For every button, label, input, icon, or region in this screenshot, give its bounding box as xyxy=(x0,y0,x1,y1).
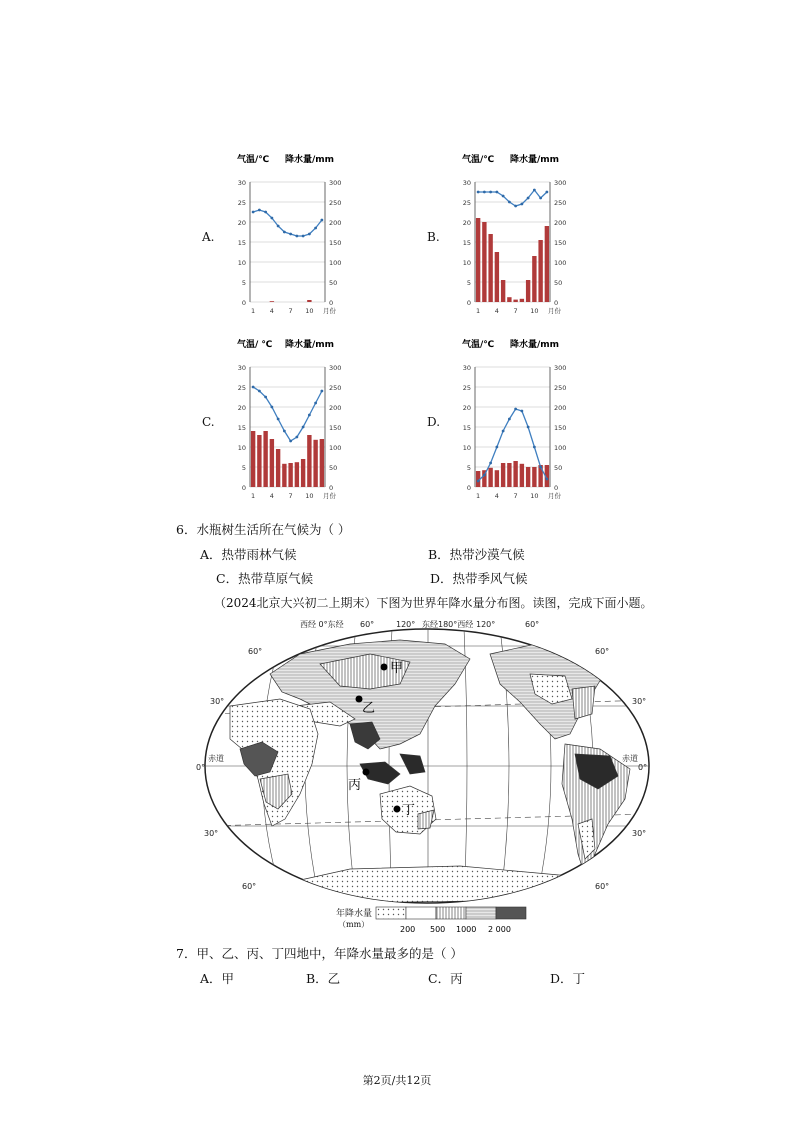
precip-bar xyxy=(538,240,542,302)
precip-bar xyxy=(495,470,499,487)
equator-label-left: 赤道 xyxy=(208,754,224,763)
precip-bar xyxy=(545,226,549,302)
temperature-point xyxy=(277,225,280,228)
right-tick-label: 50 xyxy=(554,279,563,287)
right-tick-label: 150 xyxy=(329,239,342,247)
left-tick-label: 15 xyxy=(462,424,471,432)
q7-option-b[interactable]: B．乙 xyxy=(306,971,341,986)
right-axis-title: 降水量/mm xyxy=(285,155,335,165)
left-tick-label: 30 xyxy=(462,364,471,372)
lon-label-60e: 60° xyxy=(360,620,375,629)
temperature-point xyxy=(477,480,480,483)
temperature-point xyxy=(527,426,530,429)
temperature-point xyxy=(289,233,292,236)
x-tick-label: 10 xyxy=(530,307,539,315)
temperature-point xyxy=(295,235,298,238)
x-tick-label: 4 xyxy=(494,492,499,500)
left-tick-label: 15 xyxy=(237,424,246,432)
precip-bar xyxy=(263,431,267,487)
temperature-line xyxy=(478,190,547,206)
left-tick-label: 15 xyxy=(462,239,471,247)
right-tick-label: 50 xyxy=(329,279,338,287)
right-tick-label: 200 xyxy=(329,404,342,412)
temperature-point xyxy=(489,191,492,194)
x-tick-label: 4 xyxy=(269,307,274,315)
temperature-point xyxy=(295,436,298,439)
temperature-point xyxy=(545,478,548,481)
section-intro: （2024北京大兴初二上期末）下图为世界年降水量分布图。读图，完成下面小题。 xyxy=(214,596,653,610)
temperature-point xyxy=(495,191,498,194)
temperature-point xyxy=(302,426,305,429)
lat-label-60s-left: 60° xyxy=(242,882,257,891)
precip-bar xyxy=(276,449,280,487)
precip-bar xyxy=(313,440,317,487)
precip-bar xyxy=(295,462,299,487)
right-tick-label: 150 xyxy=(554,239,567,247)
climate-chart-b xyxy=(450,148,625,328)
right-tick-label: 0 xyxy=(329,484,334,492)
right-tick-label: 100 xyxy=(554,259,567,267)
temperature-point xyxy=(539,466,542,469)
point-ding-label: 丁 xyxy=(402,803,416,818)
left-axis-title: 气温/ ℃ xyxy=(237,340,273,350)
temperature-point xyxy=(533,189,536,192)
right-tick-label: 100 xyxy=(554,444,567,452)
left-tick-label: 25 xyxy=(462,199,471,207)
right-axis-title: 降水量/mm xyxy=(510,340,560,350)
temperature-point xyxy=(489,462,492,465)
right-tick-label: 250 xyxy=(554,199,567,207)
climate-chart-d xyxy=(450,333,625,513)
q7-option-c[interactable]: C．丙 xyxy=(428,971,463,986)
world-precipitation-map xyxy=(196,614,655,924)
temperature-point xyxy=(477,191,480,194)
precip-bar xyxy=(507,463,511,487)
temperature-point xyxy=(270,217,273,220)
right-tick-label: 250 xyxy=(329,199,342,207)
x-tick-label: 1 xyxy=(476,492,481,500)
legend-title: 年降水量 xyxy=(336,909,373,919)
precip-bar xyxy=(270,301,274,302)
lat-label-60n-left: 60° xyxy=(248,647,263,656)
left-tick-label: 25 xyxy=(237,199,246,207)
x-unit-label: 月份 xyxy=(548,307,561,315)
right-tick-label: 200 xyxy=(554,219,567,227)
left-tick-label: 30 xyxy=(462,179,471,187)
right-tick-label: 200 xyxy=(554,404,567,412)
legend-unit: （mm） xyxy=(338,920,370,929)
left-tick-label: 5 xyxy=(466,464,471,472)
right-tick-label: 50 xyxy=(329,464,338,472)
temperature-line xyxy=(253,387,322,441)
right-tick-label: 150 xyxy=(554,424,567,432)
left-tick-label: 15 xyxy=(237,239,246,247)
right-tick-label: 50 xyxy=(554,464,563,472)
left-tick-label: 10 xyxy=(237,259,246,267)
precip-bar xyxy=(501,280,505,302)
right-tick-label: 300 xyxy=(329,364,342,372)
left-tick-label: 0 xyxy=(466,484,471,492)
left-tick-label: 0 xyxy=(466,299,471,307)
temperature-point xyxy=(308,414,311,417)
x-tick-label: 7 xyxy=(513,492,518,500)
temperature-point xyxy=(514,205,517,208)
x-tick-label: 4 xyxy=(269,492,274,500)
precip-bar xyxy=(520,299,524,302)
temperature-point xyxy=(520,410,523,413)
legend-tick-1000: 1000 xyxy=(456,925,477,934)
x-tick-label: 1 xyxy=(476,307,481,315)
temperature-point xyxy=(520,203,523,206)
point-jia-label: 甲 xyxy=(390,661,404,676)
x-tick-label: 4 xyxy=(494,307,499,315)
lon-label-0: 西经 0°东经 xyxy=(300,620,344,629)
q6-option-c[interactable]: C．热带草原气候 xyxy=(216,571,314,586)
temperature-point xyxy=(283,430,286,433)
left-tick-label: 10 xyxy=(237,444,246,452)
temperature-point xyxy=(252,386,255,389)
precip-bar xyxy=(513,300,517,302)
x-unit-label: 月份 xyxy=(323,492,336,500)
right-tick-label: 150 xyxy=(329,424,342,432)
temperature-line xyxy=(253,210,322,236)
precip-bar xyxy=(251,431,255,487)
left-tick-label: 0 xyxy=(241,299,246,307)
lon-label-180: 东经180°西经 xyxy=(422,620,474,629)
precip-bar xyxy=(482,222,486,302)
precip-bar xyxy=(270,439,274,487)
temperature-point xyxy=(289,440,292,443)
lat-label-30s-right: 30° xyxy=(632,829,647,838)
precip-bar xyxy=(282,464,286,487)
x-unit-label: 月份 xyxy=(548,492,561,500)
temperature-point xyxy=(502,195,505,198)
precip-bar xyxy=(526,467,530,487)
temperature-point xyxy=(508,201,511,204)
precip-bar xyxy=(307,435,311,487)
legend-swatch-1000-2000 xyxy=(466,907,496,919)
legend-swatch-500-1000 xyxy=(436,907,466,919)
legend-swatch-lt200 xyxy=(376,907,406,919)
precip-bar xyxy=(513,461,517,487)
left-tick-label: 10 xyxy=(462,259,471,267)
temperature-point xyxy=(258,390,261,393)
lat-label-60n-right: 60° xyxy=(595,647,610,656)
point-bing-label: 丙 xyxy=(348,778,362,793)
temperature-point xyxy=(264,211,267,214)
precip-bar xyxy=(532,256,536,302)
left-tick-label: 20 xyxy=(237,404,246,412)
page-footer: 第2页/共12页 xyxy=(362,1074,432,1087)
point-jia-marker xyxy=(381,664,388,671)
temperature-point xyxy=(314,227,317,230)
temperature-point xyxy=(258,209,261,212)
x-tick-label: 10 xyxy=(305,492,314,500)
right-axis-title: 降水量/mm xyxy=(510,155,560,165)
temperature-point xyxy=(302,235,305,238)
climate-chart-a xyxy=(225,148,400,328)
temperature-point xyxy=(483,191,486,194)
left-tick-label: 20 xyxy=(462,404,471,412)
left-tick-label: 20 xyxy=(237,219,246,227)
right-tick-label: 100 xyxy=(329,444,342,452)
temperature-point xyxy=(270,406,273,409)
precip-bar xyxy=(507,297,511,302)
precip-bar xyxy=(476,218,480,302)
chart-d-label: D. xyxy=(427,415,441,429)
precip-bar xyxy=(520,464,524,487)
left-tick-label: 0 xyxy=(241,484,246,492)
left-tick-label: 5 xyxy=(241,279,246,287)
left-axis-title: 气温/℃ xyxy=(462,155,495,165)
x-tick-label: 10 xyxy=(530,492,539,500)
left-tick-label: 5 xyxy=(466,279,471,287)
precip-bar xyxy=(488,468,492,487)
precip-bar xyxy=(526,280,530,302)
left-axis-title: 气温/℃ xyxy=(462,340,495,350)
temperature-point xyxy=(283,231,286,234)
lat-label-30n-right: 30° xyxy=(632,697,647,706)
equator-label-right: 赤道 xyxy=(622,754,638,763)
temperature-point xyxy=(277,418,280,421)
left-tick-label: 30 xyxy=(237,364,246,372)
point-yi-label: 乙 xyxy=(362,701,376,716)
left-tick-label: 25 xyxy=(462,384,471,392)
temperature-point xyxy=(320,390,323,393)
right-tick-label: 300 xyxy=(329,179,342,187)
precip-bar xyxy=(301,459,305,487)
lat-label-60s-right: 60° xyxy=(595,882,610,891)
temperature-point xyxy=(495,446,498,449)
legend-tick-500: 500 xyxy=(430,925,446,934)
chart-b-label: B. xyxy=(427,230,440,244)
right-tick-label: 300 xyxy=(554,179,567,187)
x-tick-label: 10 xyxy=(305,307,314,315)
temperature-point xyxy=(539,197,542,200)
right-tick-label: 0 xyxy=(554,299,559,307)
right-axis-title: 降水量/mm xyxy=(285,340,335,350)
left-tick-label: 25 xyxy=(237,384,246,392)
temperature-point xyxy=(533,446,536,449)
temperature-point xyxy=(514,408,517,411)
right-tick-label: 300 xyxy=(554,364,567,372)
precip-bar xyxy=(307,300,311,302)
x-tick-label: 1 xyxy=(251,492,256,500)
q6-option-a[interactable]: A．热带雨林气候 xyxy=(200,547,297,562)
right-tick-label: 250 xyxy=(329,384,342,392)
lon-label-120e: 120° xyxy=(396,620,416,629)
right-tick-label: 200 xyxy=(329,219,342,227)
question-7-stem: 7．甲、乙、丙、丁四地中，年降水量最多的是（ ） xyxy=(176,946,463,961)
x-unit-label: 月份 xyxy=(323,307,336,315)
left-axis-title: 气温/℃ xyxy=(237,155,270,165)
legend-tick-2000: 2 000 xyxy=(488,925,511,934)
precip-bar xyxy=(495,252,499,302)
precip-bar xyxy=(288,463,292,487)
left-tick-label: 10 xyxy=(462,444,471,452)
x-tick-label: 1 xyxy=(251,307,256,315)
precip-bar xyxy=(532,467,536,487)
lat-label-0-left: 0° xyxy=(196,763,206,772)
lon-label-120w: 120° xyxy=(476,620,496,629)
map-legend xyxy=(336,905,536,935)
chart-a-label: A. xyxy=(202,230,215,244)
point-ding-marker xyxy=(394,806,401,813)
lat-label-30s-left: 30° xyxy=(204,829,219,838)
q7-option-a[interactable]: A．甲 xyxy=(200,971,235,986)
x-tick-label: 7 xyxy=(513,307,518,315)
x-tick-label: 7 xyxy=(288,307,293,315)
legend-tick-200: 200 xyxy=(400,925,416,934)
left-tick-label: 30 xyxy=(237,179,246,187)
q7-option-d[interactable]: D．丁 xyxy=(550,971,586,986)
lat-label-0-right: 0° xyxy=(638,763,648,772)
precip-bar xyxy=(488,234,492,302)
q6-option-d[interactable]: D．热带季风气候 xyxy=(430,571,528,586)
right-tick-label: 100 xyxy=(329,259,342,267)
temperature-point xyxy=(252,211,255,214)
left-tick-label: 20 xyxy=(462,219,471,227)
left-tick-label: 5 xyxy=(241,464,246,472)
q6-option-b[interactable]: B．热带沙漠气候 xyxy=(428,547,525,562)
right-tick-label: 0 xyxy=(329,299,334,307)
lat-label-30n-left: 30° xyxy=(210,697,225,706)
point-bing-marker xyxy=(363,769,370,776)
temperature-point xyxy=(527,197,530,200)
legend-swatch-gt2000 xyxy=(496,907,526,919)
x-tick-label: 7 xyxy=(288,492,293,500)
temperature-point xyxy=(502,430,505,433)
temperature-point xyxy=(314,402,317,405)
temperature-point xyxy=(545,191,548,194)
temperature-point xyxy=(308,233,311,236)
lon-label-60w: 60° xyxy=(525,620,540,629)
temperature-point xyxy=(483,474,486,477)
temperature-point xyxy=(508,418,511,421)
temperature-point xyxy=(264,396,267,399)
precip-bar xyxy=(257,435,261,487)
legend-swatch-200-500 xyxy=(406,907,436,919)
temperature-point xyxy=(320,219,323,222)
right-tick-label: 0 xyxy=(554,484,559,492)
right-tick-label: 250 xyxy=(554,384,567,392)
temperature-line xyxy=(478,409,547,481)
precip-bar xyxy=(501,463,505,487)
question-6-stem: 6．水瓶树生活所在气候为（ ） xyxy=(176,522,351,537)
precip-bar xyxy=(320,439,324,487)
chart-c-label: C. xyxy=(202,415,215,429)
climate-chart-c xyxy=(225,333,400,513)
